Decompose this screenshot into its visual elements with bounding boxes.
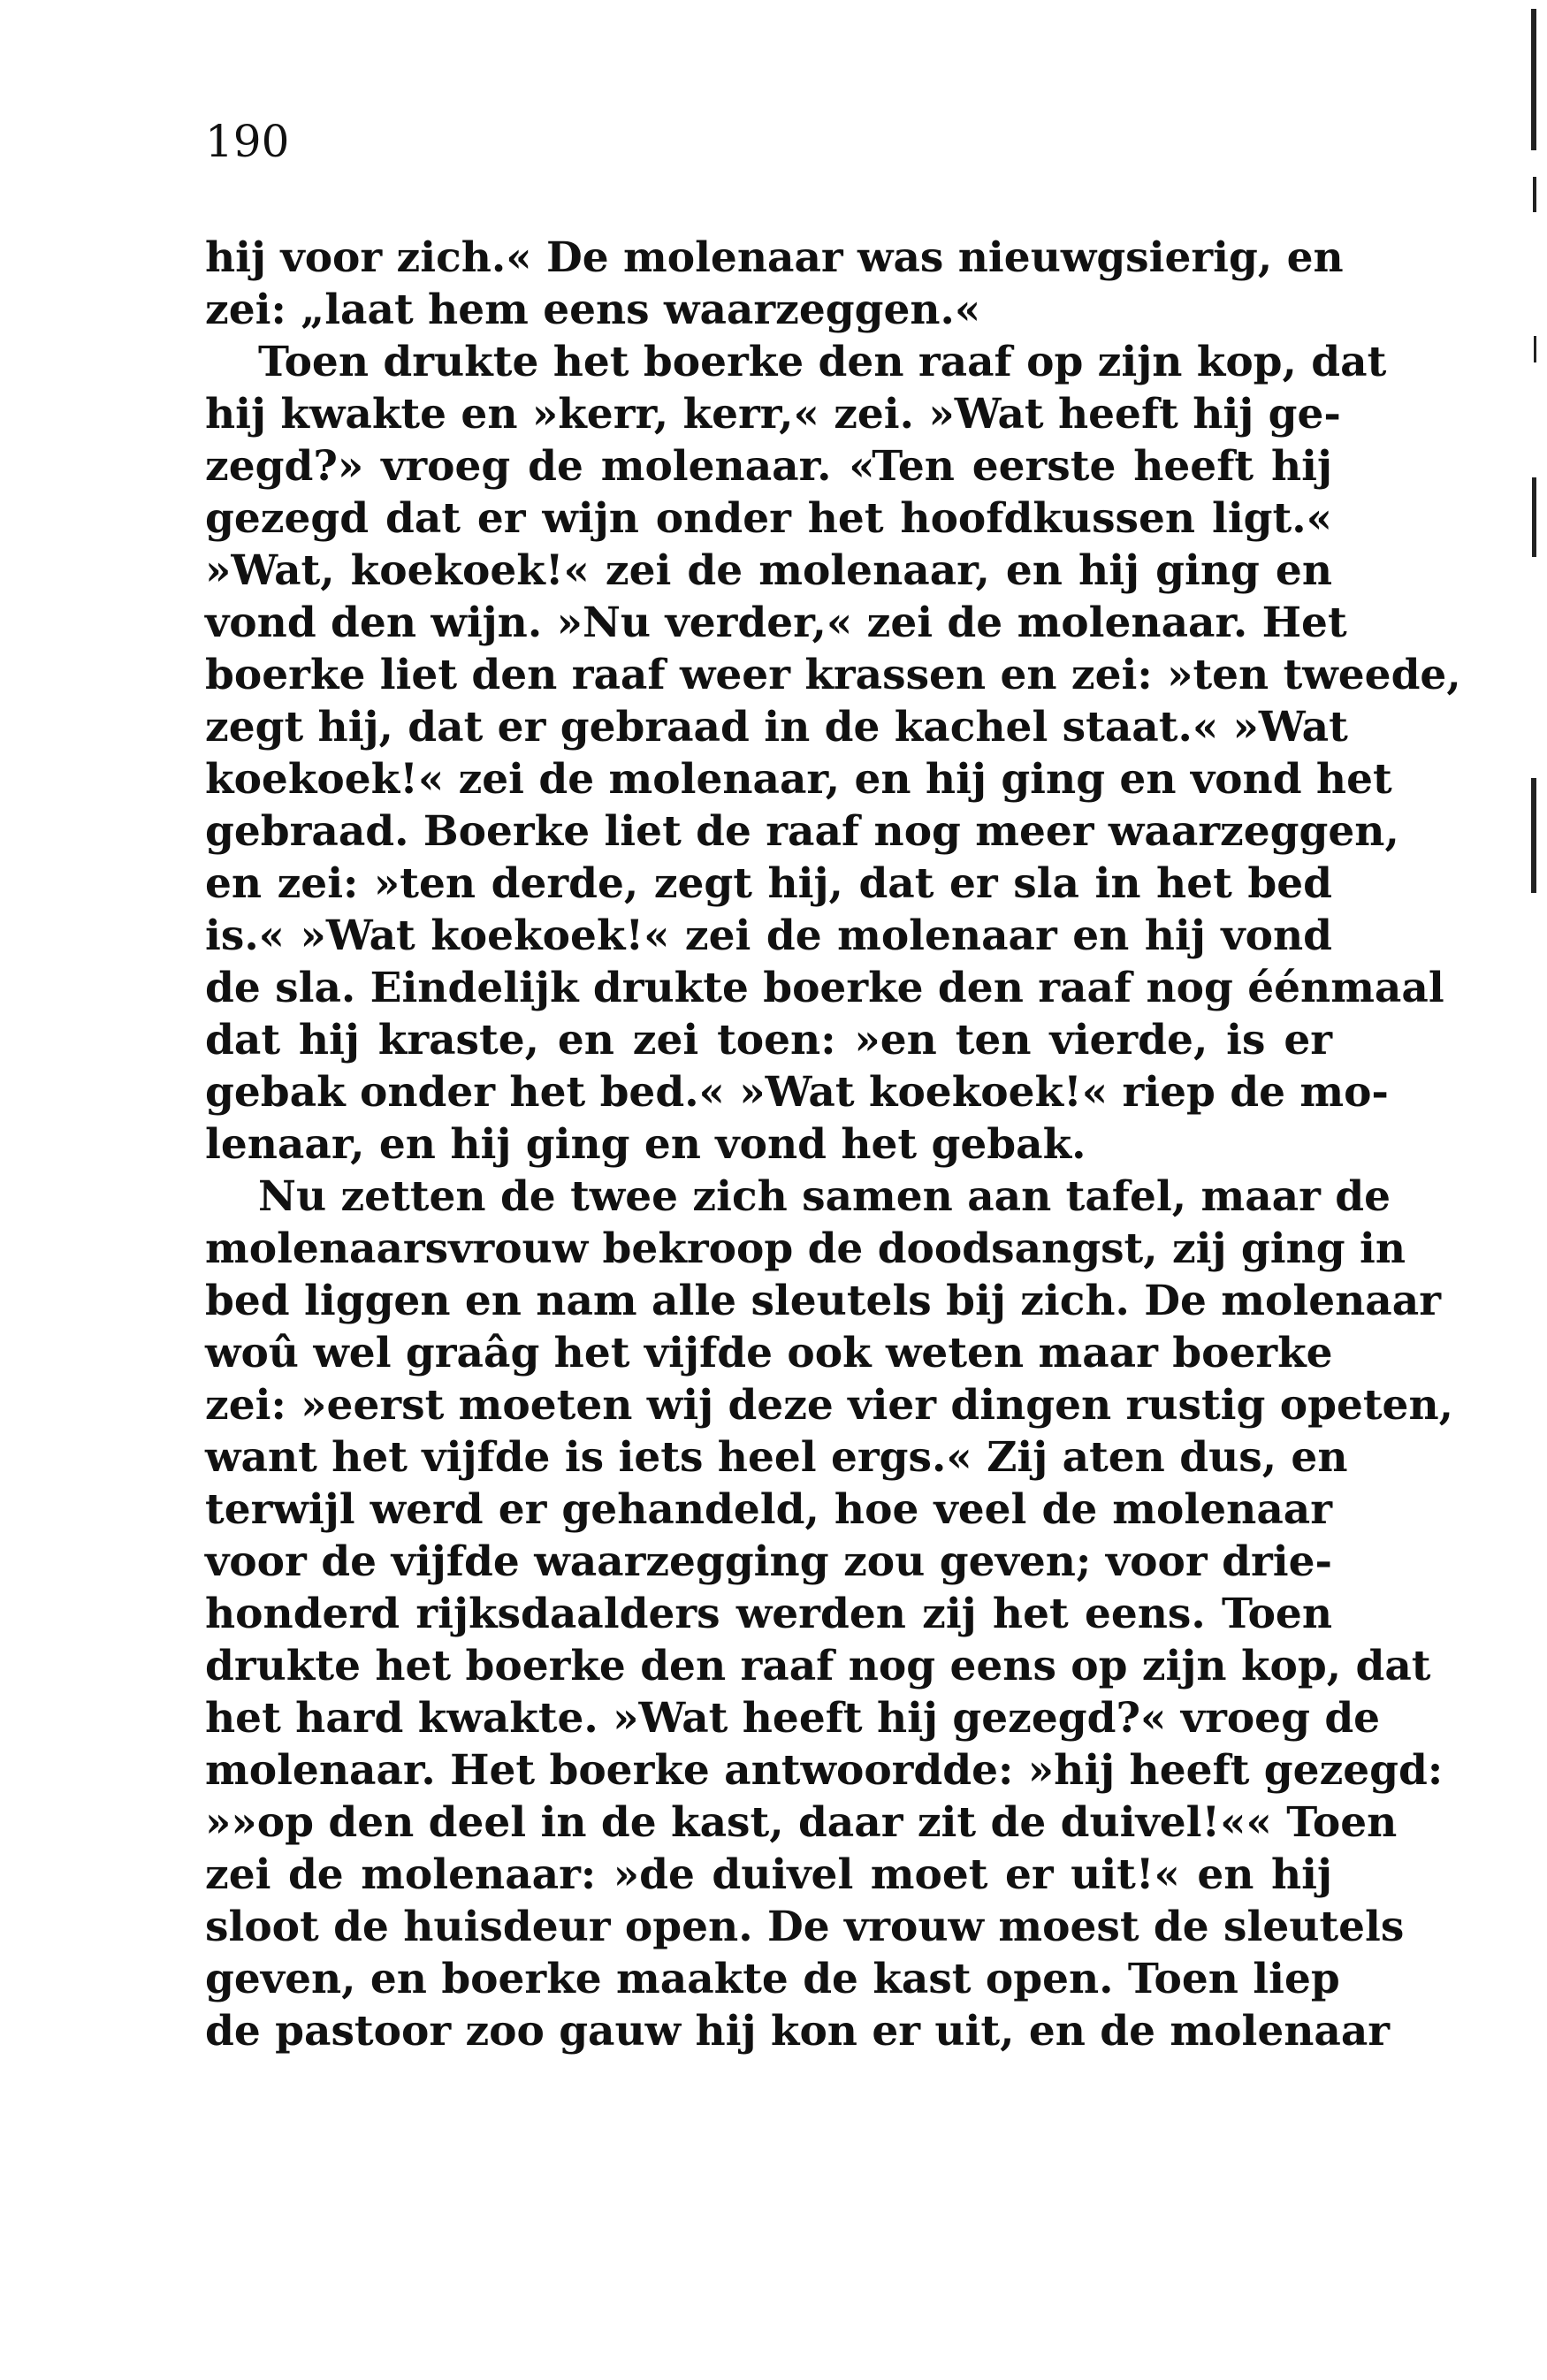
text-line: »Wat, koekoek!« zei de molenaar, en hij ging en <box>205 546 1332 595</box>
text-line: geven, en boerke maakte de kast open. Toen liep <box>205 1955 1340 2003</box>
text-line: hij voor zich.« De molenaar was nieuwgsierig, en <box>205 233 1344 282</box>
text-line: hij kwakte en »kerr, kerr,« zei. »Wat heeft hij ge- <box>205 390 1341 439</box>
body-text <box>205 232 1461 2057</box>
text-line: zei: »eerst moeten wij deze vier dingen rustig opeten, <box>205 1381 1453 1430</box>
text-line: molenaarsvrouw bekroop de doodsangst, zij ging in <box>205 1224 1406 1273</box>
text-line: zegd?» vroeg de molenaar. «Ten eerste heeft hij <box>205 442 1332 491</box>
text-line: de pastoor zoo gauw hij kon er uit, en de molenaar <box>205 2007 1391 2056</box>
text-line: het hard kwakte. »Wat heeft hij gezegd?« vroeg de <box>205 1694 1381 1743</box>
text-line: dat hij kraste, en zei toen: »en ten vierde, is er <box>205 1016 1332 1064</box>
text-line: sloot de huisdeur open. De vrouw moest de sleutels <box>205 1903 1405 1951</box>
text-line: Toen drukte het boerke den raaf op zijn kop, dat <box>258 338 1387 386</box>
text-line: molenaar. Het boerke antwoordde: »hij heeft gezegd: <box>205 1746 1444 1795</box>
text-line: voor de vijfde waarzegging zou geven; voor drie- <box>205 1537 1332 1586</box>
text-line: want het vijfde is iets heel ergs.« Zij aten dus, en <box>205 1433 1348 1482</box>
text-line: de sla. Eindelijk drukte boerke den raaf nog éénmaal <box>205 964 1444 1012</box>
text-line: zegt hij, dat er gebraad in de kachel staat.« »Wat <box>205 703 1348 751</box>
text-line: vond den wijn. »Nu verder,« zei de molenaar. Het <box>205 599 1347 647</box>
text-line: en zei: »ten derde, zegt hij, dat er sla in het bed <box>205 859 1332 908</box>
text-line: bed liggen en nam alle sleutels bij zich. De molenaar <box>205 1277 1441 1325</box>
page-number: 190 <box>205 116 290 167</box>
text-line: lenaar, en hij ging en vond het gebak. <box>205 1120 1086 1169</box>
text-line: gebak onder het bed.« »Wat koekoek!« riep de mo- <box>205 1068 1389 1117</box>
text-line: »»op den deel in de kast, daar zit de duivel!«« Toen <box>205 1798 1398 1847</box>
text-line: koekoek!« zei de molenaar, en hij ging en vond het <box>205 755 1392 804</box>
text-line: boerke liet den raaf weer krassen en zei: »ten tweede, <box>205 651 1461 699</box>
text-line: woû wel graâg het vijfde ook weten maar boerke <box>205 1329 1333 1377</box>
text-line: drukte het boerke den raaf nog eens op zijn kop, dat <box>205 1642 1431 1690</box>
text-line: honderd rijksdaalders werden zij het eens. Toen <box>205 1590 1332 1638</box>
text-line: Nu zetten de twee zich samen aan tafel, maar de <box>258 1172 1391 1221</box>
text-line: is.« »Wat koekoek!« zei de molenaar en hij vond <box>205 912 1332 960</box>
text-line: gebraad. Boerke liet de raaf nog meer waarzeggen, <box>205 807 1399 856</box>
text-line: terwijl werd er gehandeld, hoe veel de molenaar <box>205 1485 1332 1534</box>
text-line: zei de molenaar: »de duivel moet er uit!« en hij <box>205 1850 1332 1899</box>
scan-edge-marks <box>1520 0 1547 973</box>
text-line: gezegd dat er wijn onder het hoofdkussen ligt.« <box>205 494 1332 543</box>
text-line: zei: „laat hem eens waarzeggen.« <box>205 286 981 334</box>
